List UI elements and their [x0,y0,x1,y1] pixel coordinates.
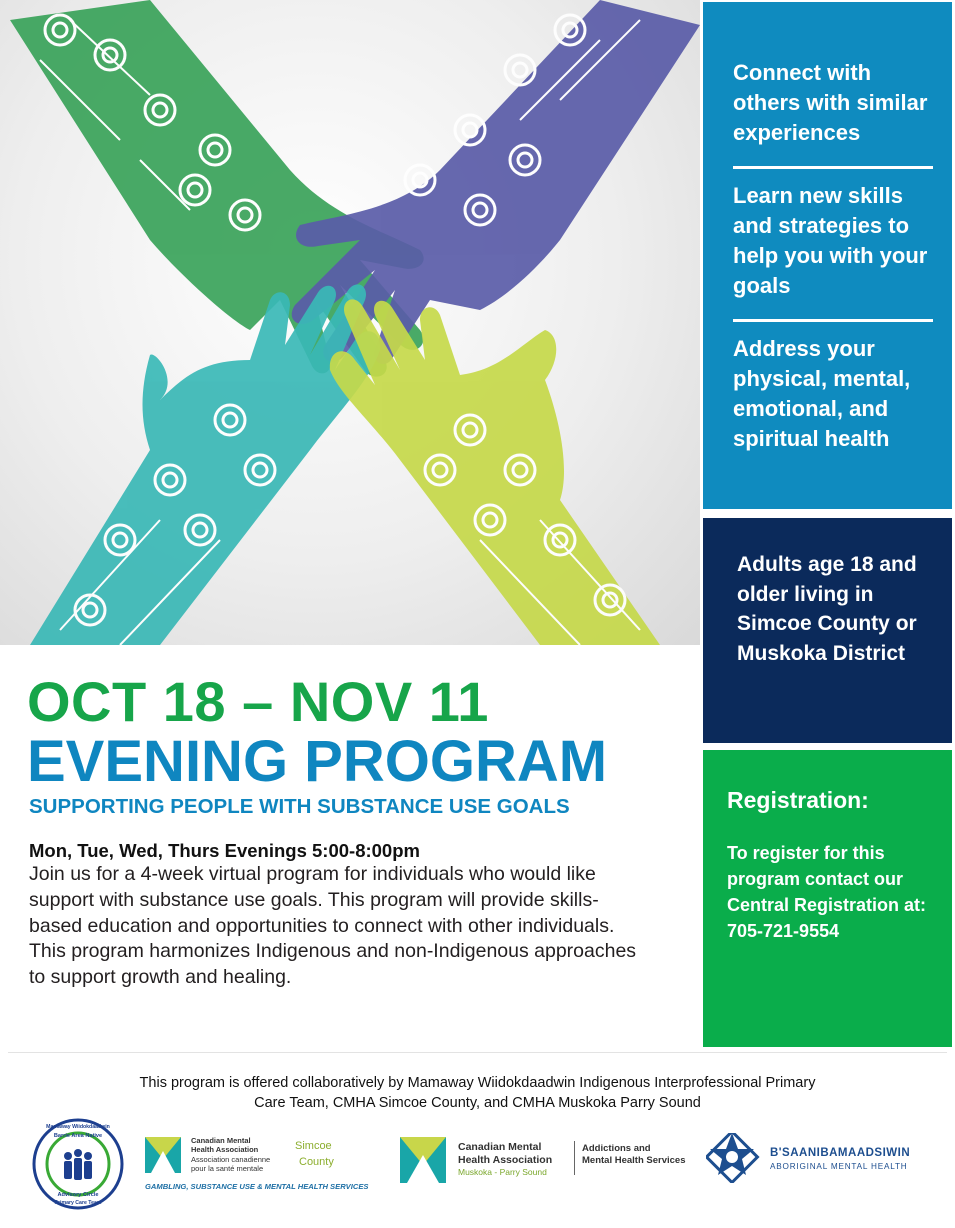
cmha-simcoe-region1: Simcoe [295,1140,332,1152]
program-description: Join us for a 4-week virtual program for individuals who would like support with substance use goals. This program will provide skills-based education and opportunities to connect with other individuals. This program harmonizes Indigenous and non-Indigenous approaches to support growth and healing. [29,863,637,989]
bsaanibamaadsiwin-logo [706,1133,931,1183]
bsaanibamaadsiwin-tagline: ABORIGINAL MENTAL HEALTH [770,1162,908,1171]
cmha-muskoka-line1: Canadian Mental [458,1141,542,1153]
program-schedule: Mon, Tue, Wed, Thurs Evenings 5:00-8:00pm [29,840,420,861]
footer-divider [8,1052,947,1053]
four-hands-graphic [0,0,700,645]
eligibility-text: Adults age 18 and older living in Simcoe County or Muskoka District [737,553,917,665]
collaboration-line-1: This program is offered collaboratively by Mamaway Wiidokdaadwin Indigenous Interprofessional Primary [139,1075,816,1091]
eligibility-panel [703,518,952,743]
divider [733,319,933,322]
cmha-simcoe-line4: pour la santé mentale [191,1164,264,1173]
teal-hand [30,284,380,645]
cmha-simcoe-line2: Health Association [191,1145,259,1154]
cmha-simcoe-logo [143,1133,383,1193]
mamaway-top-text: Mamaway Wiidokdaadwin [46,1124,110,1130]
cmha-simcoe-region2: County [299,1156,334,1168]
program-dates: OCT 18 – NOV 11 [27,670,489,733]
cmha-muskoka-logo [398,1135,698,1187]
mamaway-logo [32,1118,124,1210]
benefits-panel [703,2,952,509]
lime-hand [330,299,660,645]
benefit-connect: Connect with others with similar experiences [733,60,928,145]
cmha-simcoe-line3: Association canadienne [191,1155,271,1164]
cmha-simcoe-tagline: GAMBLING, SUBSTANCE USE & MENTAL HEALTH SERVICES [145,1182,369,1191]
program-title: EVENING PROGRAM [27,729,608,794]
cmha-muskoka-line3: Muskoka - Parry Sound [458,1167,547,1177]
bsaanibamaadsiwin-name: B'SAANIBAMAADSIWIN [770,1147,911,1159]
collaboration-line-2: Care Team, CMHA Simcoe County, and CMHA Muskoka Parry Sound [254,1095,701,1111]
hero-illustration [0,0,700,645]
mamaway-ring2-text: Advisory Circle [57,1192,99,1198]
cmha-simcoe-line1: Canadian Mental [191,1136,251,1145]
mamaway-ring3-text: Primary Care Team [54,1200,102,1206]
registration-title: Registration: [727,787,869,813]
registration-panel [703,750,952,1047]
divider [733,166,933,169]
cmha-muskoka-line2: Health Association [458,1154,553,1166]
registration-body: To register for this program contact our Central Registration at: 705-721-9554 [727,843,927,941]
cmha-muskoka-service1: Addictions and [582,1143,651,1154]
cmha-muskoka-service2: Mental Health Services [582,1155,686,1166]
benefit-skills: Learn new skills and strategies to help you with your goals [733,183,928,298]
program-subtitle: SUPPORTING PEOPLE WITH SUBSTANCE USE GOALS [29,795,570,818]
mamaway-ring1-text: Barrie Area Native [53,1133,103,1139]
collaboration-note [20,1073,935,1113]
benefit-health: Address your physical, mental, emotional, and spiritual health [733,336,911,451]
